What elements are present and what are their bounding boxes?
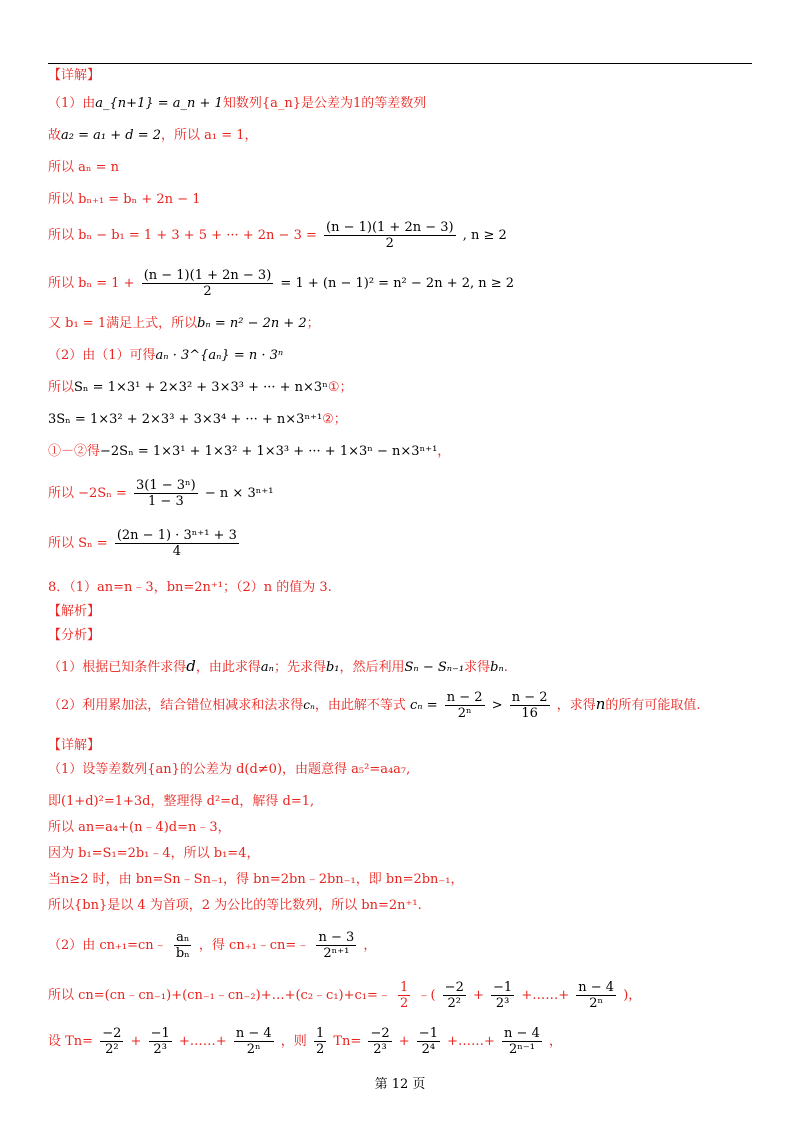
p2-line-6: 所以 Sₙ = $\frac{\text{(2n − 1) · 3ⁿ⁺¹ + 3}}{4}$ xyxy=(48,528,237,559)
q8-detail-6: 所以{bn}是以 4 为首项，2 为公比的等比数列，所以 bn=2n⁺¹. xyxy=(48,898,422,913)
q8-detail-1: （1）设等差数列{an}的公差为 d(d≠0)，由题意得 a₅²=a₄a₇, xyxy=(48,762,411,777)
q8-detail-4: 因为 b₁=S₁=2b₁﹣4，所以 b₁=4， xyxy=(48,846,260,861)
p1-line-7: 又 b₁ = 1满足上式，所以bₙ = n² − 2n + 2； xyxy=(48,316,320,331)
p2-line-1: （2）由（1）可得aₙ · 3^{aₙ} = n · 3ⁿ xyxy=(48,348,284,363)
p1-line-6: 所以 bₙ = 1 + $\frac{(n - 1)(1 + 2n - 3)}{2}$ = 1 + (n − 1)² = n² − 2n + 2, n ≥ 2 xyxy=(48,268,515,299)
p2-line-3: 3Sₙ = 1×3² + 2×3³ + 3×3⁴ + ··· + n×3ⁿ⁺¹②； xyxy=(48,412,347,427)
q8-fenxi-label: 【分析】 xyxy=(48,628,101,643)
p2-line-4: ①－②得−2Sₙ = 1×3¹ + 1×3² + 1×3³ + ··· + 1×3ⁿ − n×3ⁿ⁺¹， xyxy=(48,444,451,459)
q8-fenxi-1: （1）根据已知条件求得d，由此求得aₙ；先求得b₁，然后利用Sₙ − Sₙ₋₁求得bₙ. xyxy=(48,657,508,675)
page-number: 第 12 页 xyxy=(374,1077,426,1092)
p1-line-5: 所以 bₙ − b₁ = 1 + 3 + 5 + ··· + 2n − 3 = $\frac{(n - 1)(1 + 2n - 3)}{2}$ , n ≥ 2 xyxy=(48,220,507,251)
q8-analysis-label: 【解析】 xyxy=(48,604,101,619)
q8-detail-7: （2）由 cn₊₁=cn﹣ $\frac{\text{aₙ}}{\text{bₙ}}$ ，得 cn₊₁﹣cn=﹣ $\frac{n - 3}{\text{2ⁿ⁺¹}}$ ， xyxy=(48,930,377,961)
q8-detail-label: 【详解】 xyxy=(48,738,101,753)
q8-detail-5: 当n≥2 时，由 bn=Sn﹣Sn₋₁，得 bn=2bn﹣2bn₋₁，即 bn=2bn₋₁， xyxy=(48,872,464,887)
q8-fenxi-2: （2）利用累加法，结合错位相减求和法求得cₙ，由此解不等式 cₙ = $\frac{n - 2}{\text{2ⁿ}}$ > $\frac{n - 2}{16}$ ，求得n的所有可能取值. xyxy=(48,690,701,721)
q8-detail-2: 即(1+d)²=1+3d，整理得 d²=d，解得 d=1, xyxy=(48,794,315,809)
p2-line-5: 所以 −2Sₙ = $\frac{\text{3(1 − 3ⁿ)}}{1 - 3}$ − n × 3ⁿ⁺¹ xyxy=(48,478,274,509)
q8-detail-3: 所以 an=a₄+(n﹣4)d=n﹣3， xyxy=(48,820,231,835)
detail-label-1: 【详解】 xyxy=(48,68,101,83)
p1-line-3: 所以 aₙ = n xyxy=(48,160,120,175)
p2-line-2: 所以Sₙ = 1×3¹ + 2×3² + 3×3³ + ··· + n×3ⁿ①； xyxy=(48,380,353,395)
q8-answer: 8．（1）an=n﹣3，bn=2n⁺¹；（2）n 的值为 3. xyxy=(48,580,332,595)
p1-line-2: 故a₂ = a₁ + d = 2，所以 a₁ = 1， xyxy=(48,128,258,143)
q8-detail-9: 设 Tn= $\frac{-2}{\text{2²}}$ + $\frac{-1}{\text{2³}}$ +……+ $\frac{n - 4}{\text{2ⁿ}}$ ，则 $\frac{1}{2}$ Tn= $\frac{-2}{\text{2³}}$ + $\frac{-1}{\text{2⁴}}$ +……+ $\frac{n - 4}{\text{2ⁿ⁻¹}}$ ， xyxy=(48,1026,563,1057)
p1-line-1: （1）由a_{n+1} = a_n + 1知数列{a_n}是公差为1的等差数列 xyxy=(48,96,427,111)
p1-line-4: 所以 bₙ₊₁ = bₙ + 2n − 1 xyxy=(48,192,201,207)
q8-detail-8: 所以 cn=(cn﹣cn₋₁)+(cn₋₁﹣cn₋₂)+…+(c₂﹣c₁)+c₁=﹣ $\frac{1}{2}$ ﹣( $\frac{-2}{\text{2²}}$ + $\frac{-1}{\text{2³}}$ +……+ $\frac{n - 4}{\text{2ⁿ}}$ )， xyxy=(48,980,642,1011)
header-rule xyxy=(48,63,752,64)
